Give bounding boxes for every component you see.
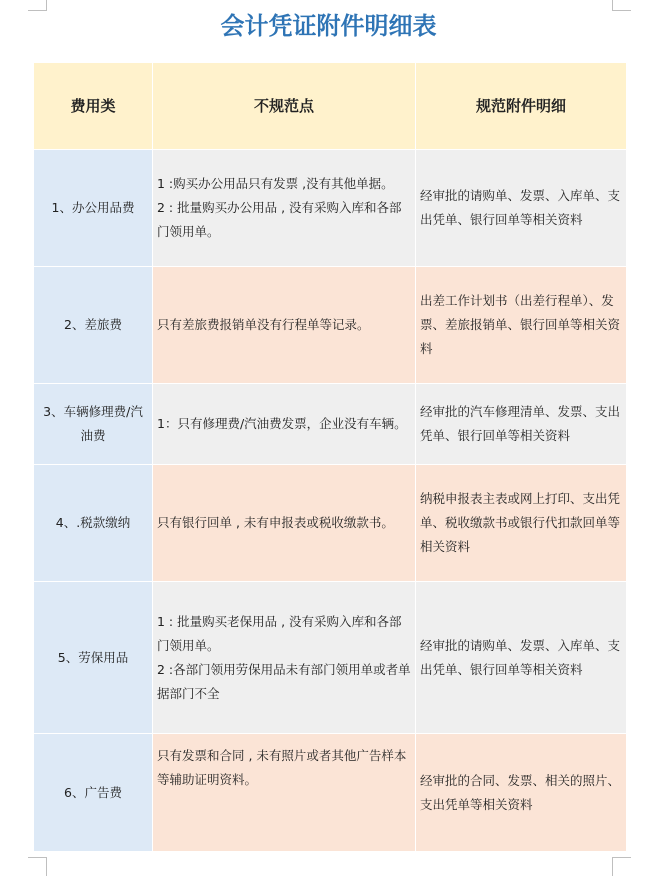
issues-cell [153, 582, 416, 734]
table-row [34, 384, 627, 465]
category-cell: 1、办公用品费 [34, 150, 153, 267]
voucher-attachment-table [33, 62, 627, 852]
issue-line: 2 : 批量购买办公用品 , 没有采购入库和各部门领用单。 [157, 200, 402, 239]
issues-cell [153, 150, 416, 267]
table-row [34, 465, 627, 582]
issue-line: 1 :购买办公用品只有发票 ,没有其他单据。 [157, 176, 394, 191]
category-cell: 6、广告费 [34, 734, 153, 852]
page-corner-mark [612, 857, 631, 876]
table-row [34, 734, 627, 852]
category-cell: 4、.税款缴纳 [34, 465, 153, 582]
document-title: 会计凭证附件明细表 [220, 11, 437, 40]
issue-line: 只有差旅费报销单没有行程单等记录。 [157, 317, 370, 332]
category-cell: 3、车辆修理费/汽油费 [34, 384, 153, 465]
issue-line: 只有发票和合同 , 未有照片或者其他广告样本等辅助证明资料。 [157, 748, 407, 787]
header-category: 费用类 [34, 63, 153, 150]
issue-line: 1：只有修理费/汽油费发票，企业没有车辆。 [157, 416, 407, 431]
attachments-cell: 纳税申报表主表或网上打印、支出凭单、税收缴款书或银行代扣款回单等相关资料 [416, 465, 627, 582]
table-row [34, 267, 627, 384]
category-cell: 2、差旅费 [34, 267, 153, 384]
issue-line: 2 :各部门领用劳保用品未有部门领用单或者单据部门不全 [157, 661, 411, 701]
issue-line: 1 : 批量购买老保用品 , 没有采购入库和各部门领用单。 [157, 613, 402, 653]
header-row [34, 63, 627, 150]
header-attachments: 规范附件明细 [416, 63, 627, 150]
attachments-cell: 经审批的合同、发票、相关的照片、支出凭单等相关资料 [416, 734, 627, 852]
attachments-cell: 经审批的请购单、发票、入库单、支出凭单、银行回单等相关资料 [416, 150, 627, 267]
issues-cell [153, 384, 416, 465]
issues-cell [153, 734, 416, 852]
issues-cell [153, 267, 416, 384]
attachments-cell: 经审批的汽车修理清单、发票、支出凭单、银行回单等相关资料 [416, 384, 627, 465]
table-row [34, 150, 627, 267]
header-issues: 不规范点 [153, 63, 416, 150]
issues-cell [153, 465, 416, 582]
issue-line: 只有银行回单 , 未有申报表或税收缴款书。 [157, 515, 394, 530]
attachments-cell: 出差工作计划书（出差行程单）、发票、差旅报销单、银行回单等相关资料 [416, 267, 627, 384]
attachments-cell: 经审批的请购单、发票、入库单、支出凭单、银行回单等相关资料 [416, 582, 627, 734]
category-cell: 5、劳保用品 [34, 582, 153, 734]
page-corner-mark [28, 857, 47, 876]
table-row [34, 582, 627, 734]
